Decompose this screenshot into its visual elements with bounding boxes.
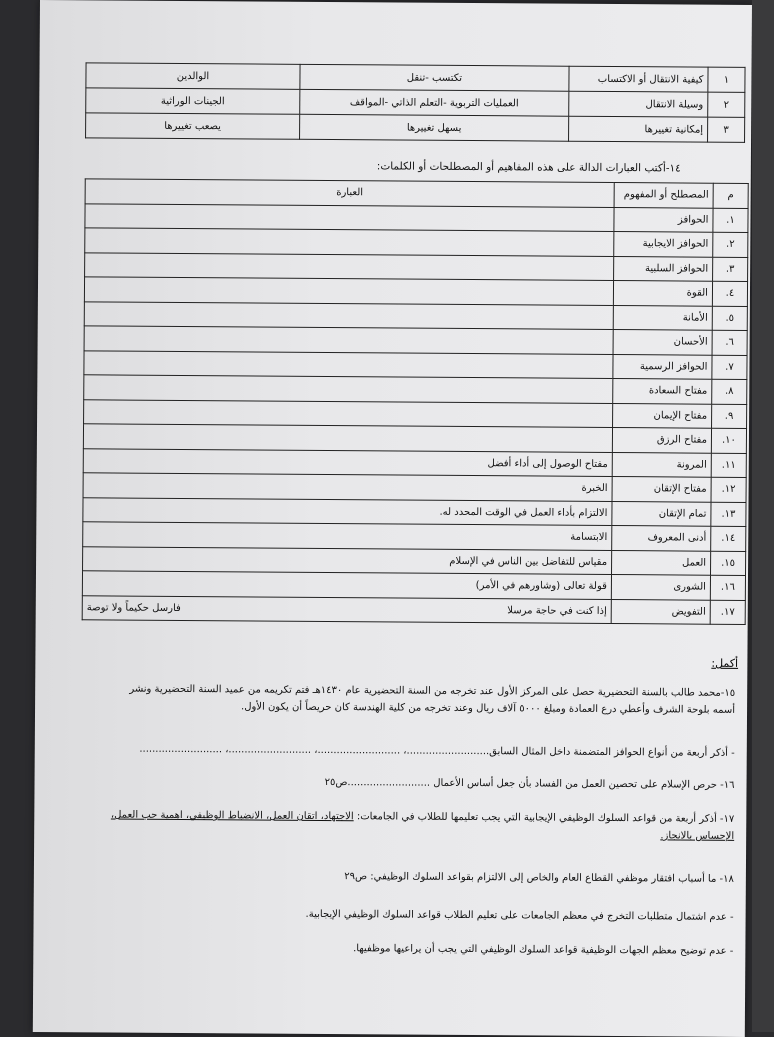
terms-table: [82, 178, 749, 625]
row-number: ٩.: [712, 404, 747, 429]
header-phrase: العبارة: [85, 179, 614, 207]
row-phrase-cell: [85, 252, 614, 280]
row-number: ١٤.: [711, 526, 746, 551]
table-cell: الجينات الوراثية: [86, 88, 300, 114]
row-number: ٦.: [712, 330, 747, 355]
row-term: العمل: [612, 550, 711, 575]
row-term: المرونة: [612, 452, 711, 477]
row-phrase: إذا كنت في حاجة مرسلا: [507, 605, 607, 617]
row-number: ٢.: [713, 232, 748, 257]
row-phrase-cell: [85, 228, 614, 256]
question-16: ١٦- حرص الإسلام على تحصين العمل من الفساد بأن جعل أساس الأعمال ..........................ص٢٥: [324, 777, 735, 791]
row-phrase: الابتسامة: [570, 531, 608, 544]
question-18: ١٨- ما أسباب افتقار موظفي القطاع العام والخاص إلى الالتزام بقواعد السلوك الوظيفي: ص٢٩: [344, 871, 734, 885]
question-17: [104, 806, 734, 844]
table-cell: الوالدين: [86, 63, 300, 89]
row-phrase: قولة تعالى (وشاورهم في الأمر): [475, 580, 607, 593]
row-term: الحوافز الايجابية: [614, 232, 713, 257]
row-phrase-cell: [83, 424, 612, 452]
row-phrase-cell: [84, 399, 613, 427]
complete-heading: أكمل:: [711, 656, 739, 670]
table-cell: العمليات التربوية -التعلم الذاتي -المواقف: [300, 89, 569, 116]
row-phrase-cell: [83, 522, 612, 550]
question-15-sub: - أذكر أربعة من أنواع الحوافز المتضمنة داخل المثال السابق..........................، ..........................، ..........................، ..........................: [139, 743, 735, 759]
row-term: التفويض: [611, 599, 710, 624]
table-row: [86, 113, 745, 143]
row-number: ٥.: [712, 306, 747, 331]
row-number: ١.: [713, 208, 748, 233]
row-phrase-extra: فارسل حكيماً ولا توصة: [86, 602, 181, 614]
row-term: الأحسان: [613, 330, 712, 355]
row-phrase: مفتاح الوصول إلى أداء أفضل: [487, 457, 608, 470]
row-term: الأمانة: [613, 305, 712, 330]
row-phrase-cell: [84, 350, 613, 378]
adjacent-page-edge: [752, 0, 774, 1032]
table-cell: ٣: [708, 117, 745, 142]
row-phrase-cell: [83, 473, 612, 501]
row-phrase-cell: [82, 571, 611, 599]
row-term: القوة: [613, 281, 712, 306]
row-term: تمام الإتقان: [612, 501, 711, 526]
row-term: أدنى المعروف: [612, 526, 711, 551]
row-term: الحوافز: [614, 207, 713, 232]
row-phrase-cell: [84, 326, 613, 354]
row-number: ١٠.: [711, 428, 746, 453]
table-cell: إمكانية تغييرها: [569, 116, 708, 142]
row-phrase-cell: [84, 301, 613, 329]
table-cell: تكتسب -تنقل: [300, 64, 569, 91]
row-phrase: الالتزام بأداء العمل في الوقت المحدد له.: [439, 506, 608, 519]
row-number: ٤.: [712, 281, 747, 306]
row-number: ١٦.: [710, 575, 745, 600]
row-phrase-cell: [84, 375, 613, 403]
row-term: الشورى: [611, 575, 710, 600]
question-18-a: - عدم اشتمال متطلبات التخرج في معظم الجامعات على تعليم الطلاب قواعد السلوك الوظيفي الإيجابية.: [305, 908, 734, 923]
document-page: [33, 0, 752, 1037]
row-number: ١٢.: [711, 477, 746, 502]
row-phrase-cell: [82, 595, 611, 623]
table-cell: يسهل تغييرها: [300, 114, 569, 141]
table-row: [82, 595, 745, 624]
row-term: مفتاح الإتقان: [612, 477, 711, 502]
row-number: ٨.: [712, 379, 747, 404]
row-number: ٧.: [712, 355, 747, 380]
table-cell: يصعب تغييرها: [86, 113, 300, 139]
question-17-answer: الاجتهاد، اتقان العمل، الانضباط الوظيفي، اهمية حب العمل، الإحساس بالانجاز.: [110, 809, 735, 842]
row-term: مفتاح الإيمان: [613, 403, 712, 428]
row-phrase: مقياس للتفاضل بين الناس في الإسلام: [449, 555, 608, 568]
header-num: م: [713, 183, 748, 208]
row-term: مفتاح الرزق: [612, 428, 711, 453]
row-phrase-cell: [83, 497, 612, 525]
row-term: الحوافز الرسمية: [613, 354, 712, 379]
row-number: ١٧.: [710, 600, 745, 625]
row-number: ١٥.: [711, 551, 746, 576]
row-phrase-cell: [83, 448, 612, 476]
row-phrase-cell: [83, 546, 612, 574]
row-phrase-cell: [85, 203, 614, 231]
row-phrase-cell: [84, 277, 613, 305]
table-cell: ٢: [708, 92, 745, 117]
question-14: ١٤-أكتب العبارات الدالة على هذه المفاهيم أو المصطلحات أو الكلمات:: [376, 160, 681, 175]
row-phrase: الخبرة: [581, 483, 608, 495]
header-term: المصطلح أو المفهوم: [614, 183, 713, 208]
row-number: ١١.: [711, 453, 746, 478]
question-15: ١٥-محمد طالب بالسنة التحضيرية حصل على المركز الأول عند تخرجه من السنة التحضيرية عام ١٤٣٠هـ فتم تكريمه من عميد السنة التحضيرية ونشر أسمه بلوحة الشرف وأعطي درع العمادة ومبلغ ٥٠٠٠ آلاف ريال وعند تخرجه من كلية الهندسة كان حريصاً أن يكون الأول.: [129, 683, 736, 716]
question-18-b: - عدم توضيح معظم الجهات الوظيفية قواعد السلوك الوظيفي التي يجب أن يراعيها موظفيها.: [353, 943, 734, 957]
comparison-table: [85, 62, 746, 143]
row-term: مفتاح السعادة: [613, 379, 712, 404]
table-cell: كيفية الانتقال أو الاكتساب: [569, 66, 708, 92]
row-number: ٣.: [713, 257, 748, 282]
table-cell: ١: [708, 67, 745, 92]
row-term: الحوافز السلبية: [614, 256, 713, 281]
table-cell: وسيلة الانتقال: [569, 91, 708, 117]
question-17-text: ١٧- أذكر أربعة من قواعد السلوك الوظيفي الإيجابية التي يجب تعليمها للطلاب في الجامعات:: [356, 811, 735, 825]
row-number: ١٣.: [711, 502, 746, 527]
